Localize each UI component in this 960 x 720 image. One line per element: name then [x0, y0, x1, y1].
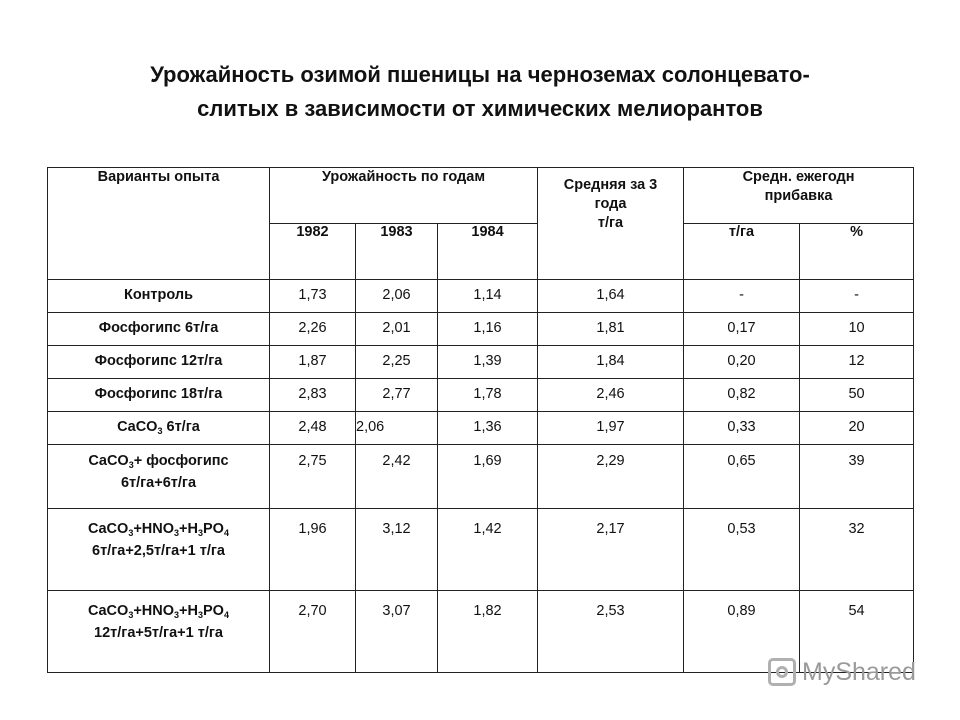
cell-1984: 1,82 — [438, 591, 538, 673]
cell-1984: 1,39 — [438, 346, 538, 379]
cell-1984: 1,14 — [438, 280, 538, 313]
cell-inc-pct: 54 — [800, 591, 914, 673]
cell-1983: 2,06 — [356, 412, 438, 445]
header-annual-increase: Средн. ежегодн прибавка — [684, 168, 914, 224]
table-row — [48, 346, 914, 379]
header-variants: Варианты опыта — [48, 168, 270, 280]
cell-inc-t: 0,33 — [684, 412, 800, 445]
myshared-logo-icon — [768, 658, 796, 686]
cell-inc-t: - — [684, 280, 800, 313]
row-name: Фосфогипс 12т/га — [48, 346, 270, 379]
row-name: Фосфогипс 18т/га — [48, 379, 270, 412]
header-row-1 — [48, 168, 914, 224]
table-row — [48, 379, 914, 412]
row-name: CaCO$_3$ 6т/га — [48, 412, 270, 445]
title-line-2: слитых в зависимости от химических мелиорантов — [197, 96, 763, 121]
cell-inc-pct: - — [800, 280, 914, 313]
row-name: CaCO$_3$+ фосфогипс 6т/га+6т/га — [48, 445, 270, 509]
cell-1983: 3,07 — [356, 591, 438, 673]
cell-1984: 1,69 — [438, 445, 538, 509]
title-line-1: Урожайность озимой пшеницы на черноземах солонцевато- — [150, 62, 810, 87]
cell-avg: 2,53 — [538, 591, 684, 673]
cell-1982: 2,75 — [270, 445, 356, 509]
cell-1982: 1,73 — [270, 280, 356, 313]
table-row — [48, 313, 914, 346]
cell-1984: 1,16 — [438, 313, 538, 346]
cell-avg: 2,46 — [538, 379, 684, 412]
cell-inc-t: 0,89 — [684, 591, 800, 673]
yield-table — [47, 167, 914, 673]
cell-inc-t: 0,17 — [684, 313, 800, 346]
cell-1982: 1,96 — [270, 509, 356, 591]
cell-inc-pct: 12 — [800, 346, 914, 379]
row-name: $CaCO_3+HNO_3+H_3PO_4$ 12т/га+5т/га+1 т/га — [48, 591, 270, 673]
cell-inc-t: 0,65 — [684, 445, 800, 509]
table-row — [48, 509, 914, 591]
table-row — [48, 280, 914, 313]
cell-inc-pct: 39 — [800, 445, 914, 509]
page-title — [40, 58, 920, 126]
table-row — [48, 445, 914, 509]
cell-1983: 2,01 — [356, 313, 438, 346]
row-name: Контроль — [48, 280, 270, 313]
header-year-1983: 1983 — [356, 224, 438, 280]
cell-inc-pct: 50 — [800, 379, 914, 412]
cell-inc-t: 0,53 — [684, 509, 800, 591]
cell-inc-pct: 32 — [800, 509, 914, 591]
row-name: $CaCO_3+HNO_3+H_3PO_4$ 6т/га+2,5т/га+1 т/га — [48, 509, 270, 591]
cell-1984: 1,36 — [438, 412, 538, 445]
cell-avg: 1,64 — [538, 280, 684, 313]
row-name: Фосфогипс 6т/га — [48, 313, 270, 346]
watermark-text: MyShared — [802, 657, 916, 686]
header-yield-by-years: Урожайность по годам — [270, 168, 538, 224]
cell-avg: 1,81 — [538, 313, 684, 346]
watermark — [768, 652, 916, 692]
cell-1983: 3,12 — [356, 509, 438, 591]
cell-1983: 2,77 — [356, 379, 438, 412]
header-unit-t-ha: т/га — [684, 224, 800, 280]
cell-1982: 2,83 — [270, 379, 356, 412]
cell-avg: 2,29 — [538, 445, 684, 509]
header-year-1984: 1984 — [438, 224, 538, 280]
cell-1982: 2,48 — [270, 412, 356, 445]
cell-1983: 2,42 — [356, 445, 438, 509]
cell-inc-t: 0,20 — [684, 346, 800, 379]
cell-avg: 2,17 — [538, 509, 684, 591]
cell-1983: 2,25 — [356, 346, 438, 379]
cell-inc-pct: 20 — [800, 412, 914, 445]
header-avg-3-years: Средняя за 3 года т/га — [538, 168, 684, 280]
cell-avg: 1,84 — [538, 346, 684, 379]
cell-inc-t: 0,82 — [684, 379, 800, 412]
cell-1982: 2,70 — [270, 591, 356, 673]
cell-inc-pct: 10 — [800, 313, 914, 346]
cell-1983: 2,06 — [356, 280, 438, 313]
header-unit-percent: % — [800, 224, 914, 280]
header-year-1982: 1982 — [270, 224, 356, 280]
table-row — [48, 412, 914, 445]
cell-avg: 1,97 — [538, 412, 684, 445]
cell-1984: 1,78 — [438, 379, 538, 412]
cell-1982: 2,26 — [270, 313, 356, 346]
cell-1982: 1,87 — [270, 346, 356, 379]
cell-1984: 1,42 — [438, 509, 538, 591]
